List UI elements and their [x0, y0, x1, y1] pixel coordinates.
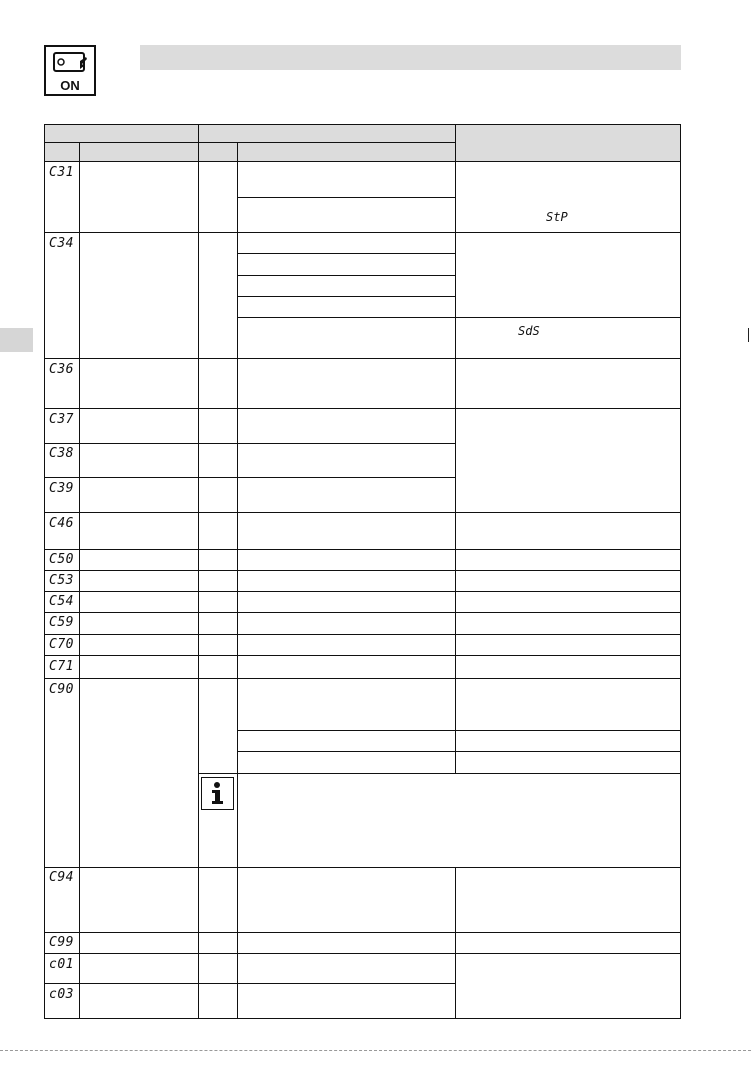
code-c54: C54 — [49, 594, 74, 609]
code-c99: C99 — [49, 935, 74, 950]
code-c50: C50 — [49, 552, 74, 567]
page-trim-line — [0, 1050, 751, 1051]
code-c70: C70 — [49, 637, 74, 652]
code-c03: c03 — [49, 987, 74, 1002]
code-c71: C71 — [49, 659, 74, 674]
code-c39: C39 — [49, 481, 74, 496]
code-c31: C31 — [49, 165, 74, 180]
code-c46: C46 — [49, 516, 74, 531]
inline-code-stp: StP — [546, 210, 568, 224]
inline-code-sds: SdS — [518, 324, 540, 338]
info-icon — [201, 777, 234, 810]
code-c59: C59 — [49, 615, 74, 630]
code-c34: C34 — [49, 236, 74, 251]
code-c94: C94 — [49, 870, 74, 885]
code-c36: C36 — [49, 362, 74, 377]
code-c01: c01 — [49, 957, 74, 972]
code-c53: C53 — [49, 573, 74, 588]
code-c37: C37 — [49, 412, 74, 427]
switch-label: ON — [60, 78, 80, 93]
code-c38: C38 — [49, 446, 74, 461]
code-c90: C90 — [49, 682, 74, 697]
